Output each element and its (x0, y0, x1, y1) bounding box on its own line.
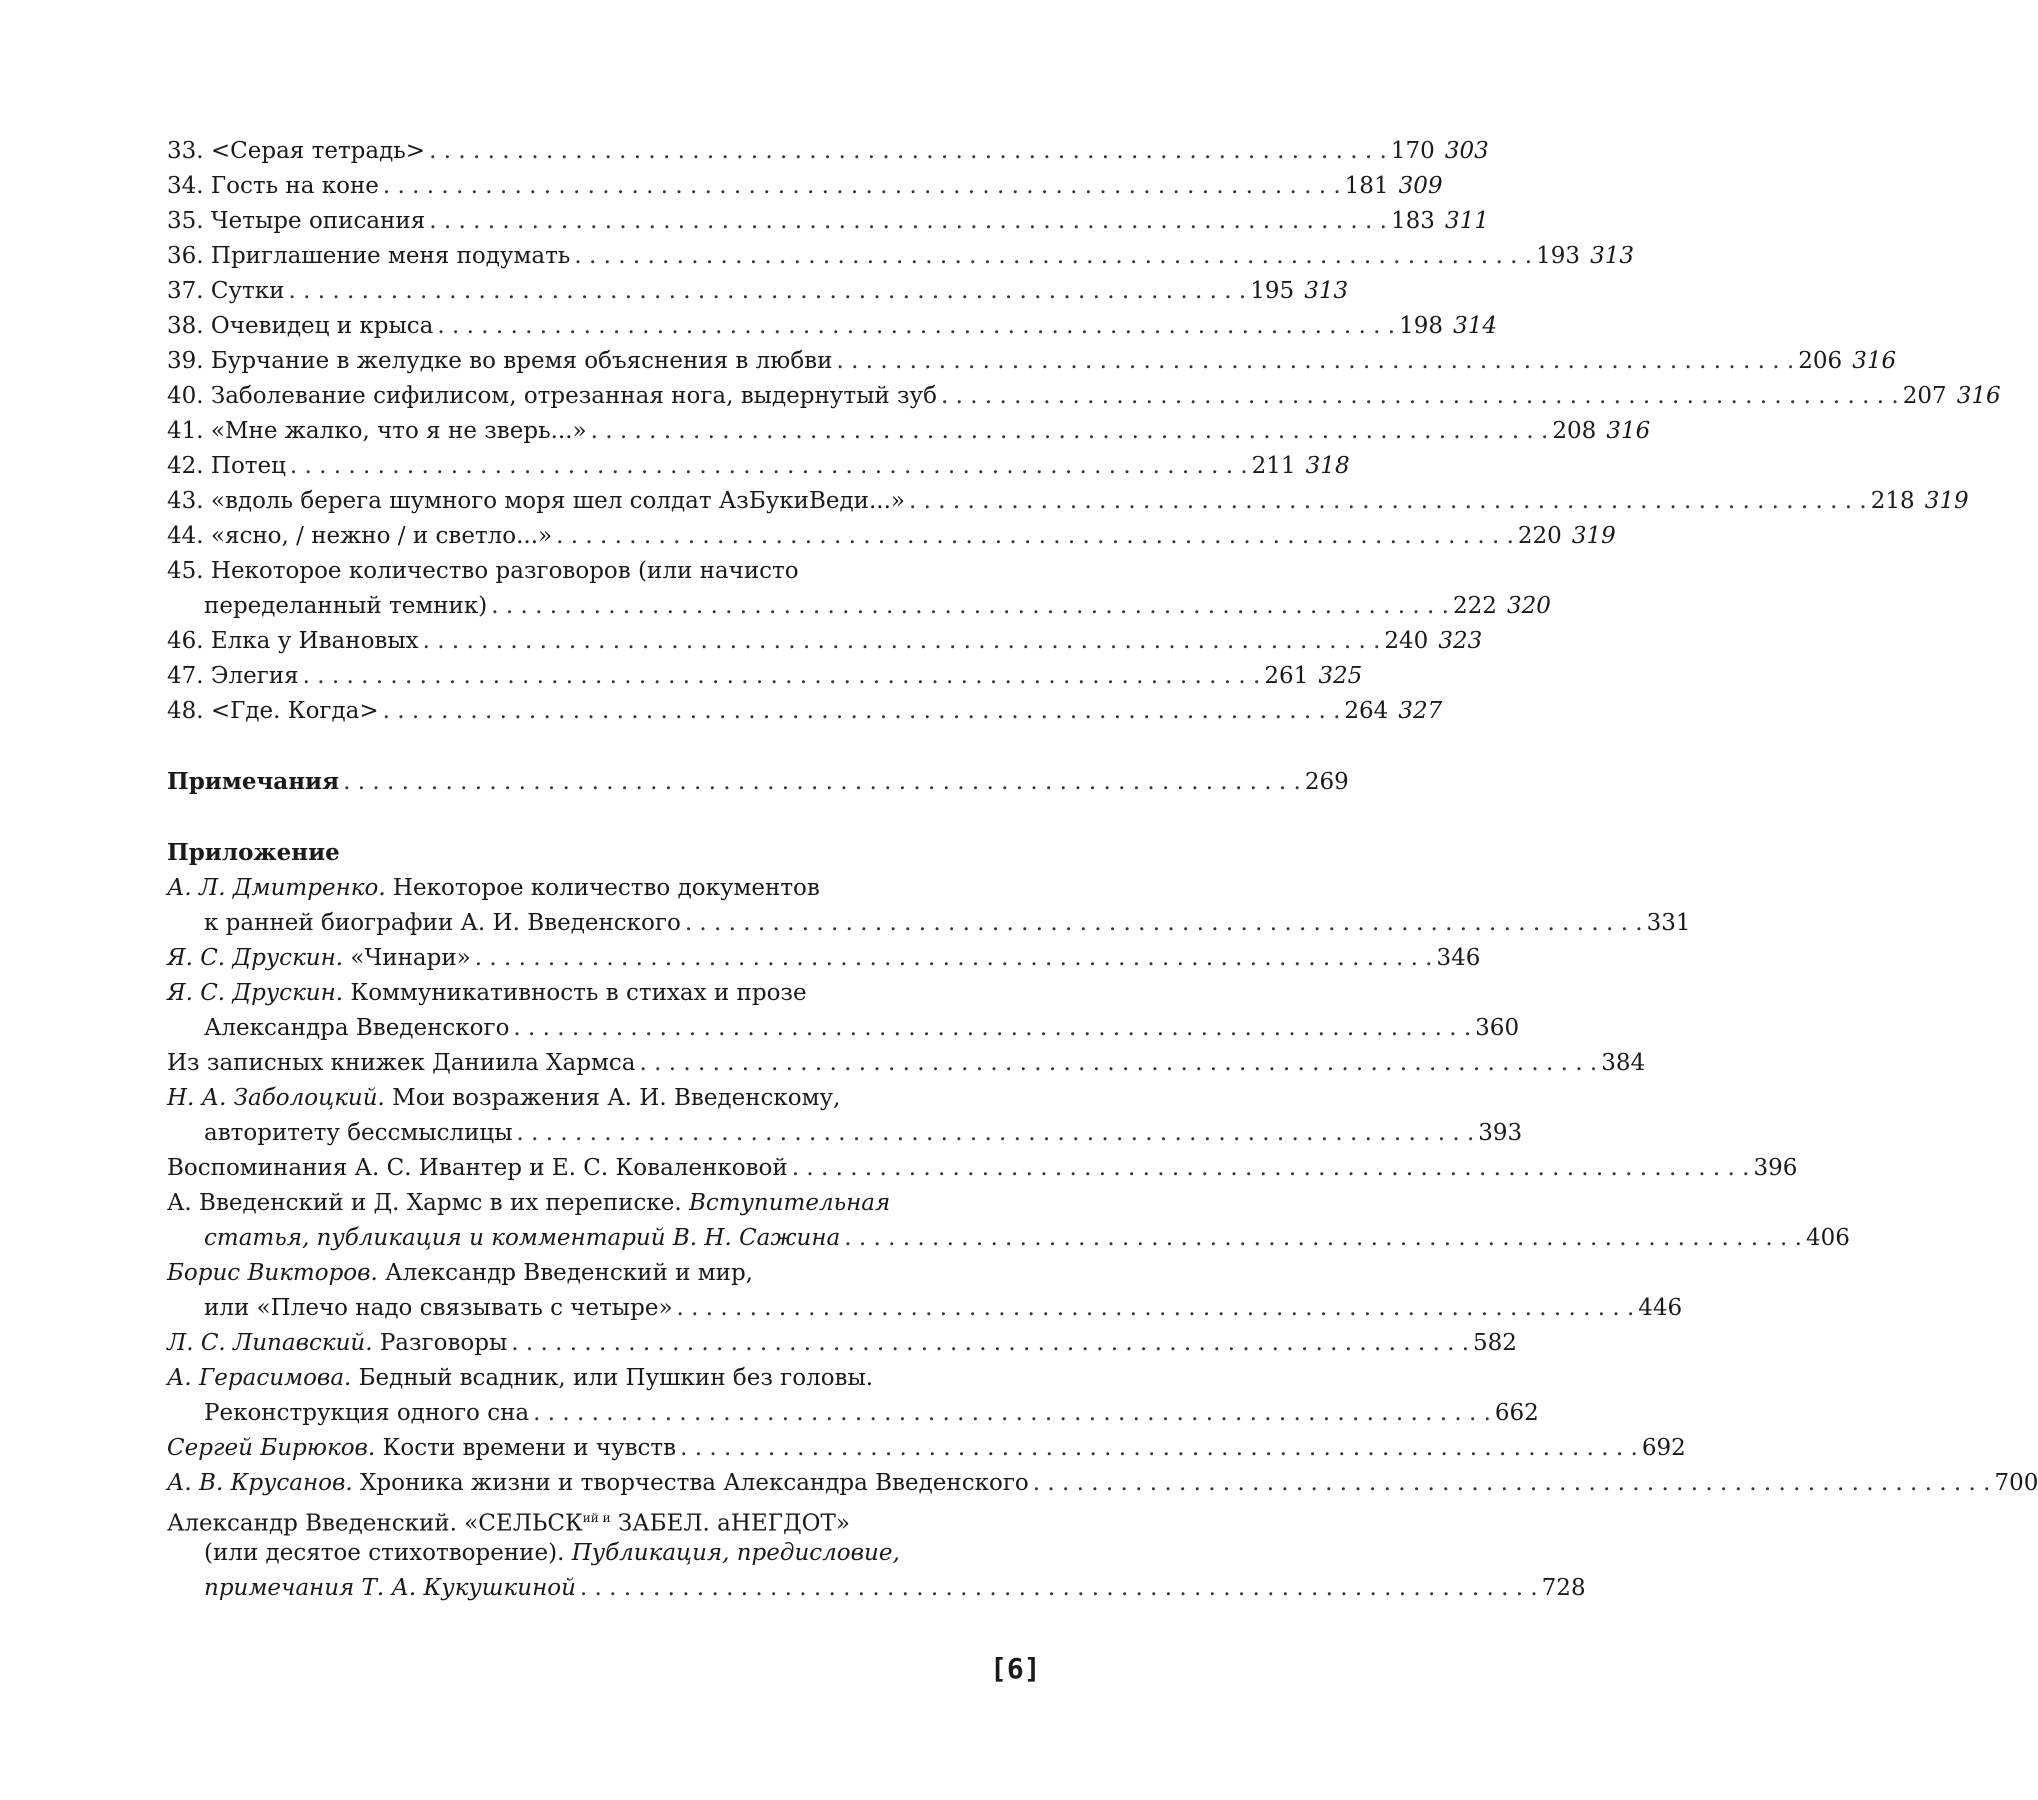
toc-entry (167, 344, 1032, 378)
leader-dots (517, 1116, 1475, 1150)
toc-page: 207 (1903, 379, 1947, 413)
title: Мои возражения А. И. Введенскому, (385, 1085, 841, 1111)
leader-dots (423, 624, 1381, 658)
toc-entry (167, 309, 1032, 343)
author: А. В. Крусанов. (167, 1470, 353, 1496)
appendix-entry-12 (167, 1466, 1032, 1500)
appendix-entry-10-line1 (167, 1361, 873, 1395)
toc-entry-label: 37. Сутки (167, 274, 284, 308)
toc-entry (167, 519, 1032, 553)
leader-dots (511, 1326, 1469, 1360)
author: Борис Викторов. (167, 1260, 378, 1286)
toc-entry-label: 33. <Серая тетрадь> (167, 134, 425, 168)
toc-entry (167, 379, 1032, 413)
leader-dots (639, 1046, 1597, 1080)
page: 582 (1473, 1326, 1517, 1360)
toc-notes-page: 318 (1296, 449, 1350, 483)
toc-page: 181 (1345, 169, 1389, 203)
toc-entry-label: 46. Елка у Ивановых (167, 624, 419, 658)
page: 700 (1994, 1466, 2038, 1500)
title: Александр Введенский и мир, (378, 1260, 753, 1286)
toc-page: 240 (1384, 624, 1428, 658)
appendix-entry-1-line1 (167, 871, 820, 905)
leader-dots (556, 519, 1514, 553)
toc-notes-page: 316 (1947, 379, 2001, 413)
leader-dots (533, 1396, 1491, 1430)
toc-entry-label: 35. Четыре описания (167, 204, 425, 238)
toc-entry-45 (204, 589, 1032, 623)
toc-entry (167, 414, 1032, 448)
toc-notes-page: 314 (1443, 309, 1497, 343)
toc-entry-45-line1: 45. Некоторое количество разговоров (или начисто (167, 554, 799, 588)
title: Хроника жизни и творчества Александра Введенского (353, 1470, 1029, 1496)
toc-entry (167, 274, 1032, 308)
toc-entry-label: 40. Заболевание сифилисом, отрезанная нога, выдернутый зуб (167, 379, 937, 413)
toc-page: 222 (1453, 589, 1497, 623)
leader-dots (574, 239, 1532, 273)
author: Я. С. Друскин. (167, 980, 343, 1006)
toc-entry-label: переделанный темник) (204, 589, 487, 623)
toc-entry-label: 43. «вдоль берега шумного моря шел солдат АзБукиВеди...» (167, 484, 905, 518)
toc-entry (167, 204, 1032, 238)
toc-entry-label: 42. Потец (167, 449, 286, 483)
toc-entry (167, 239, 1032, 273)
leader-dots (1033, 1466, 1991, 1500)
toc-entry (167, 484, 1032, 518)
toc-notes-page: 311 (1435, 204, 1489, 238)
toc-page: 183 (1391, 204, 1435, 238)
page: 446 (1638, 1291, 1682, 1325)
toc-page: 170 (1391, 134, 1435, 168)
page: 692 (1642, 1431, 1686, 1465)
appendix-entry-3-line1 (167, 976, 807, 1010)
superscript: ий и (583, 1511, 611, 1525)
author: Н. А. Заболоцкий. (167, 1085, 385, 1111)
appendix-entry-13 (204, 1571, 1032, 1605)
entry-label (167, 1466, 1029, 1500)
leader-dots (941, 379, 1899, 413)
appendix-entry-13-line1 (167, 1501, 850, 1541)
title: ЗАБЕЛ. аНЕГДОТ» (611, 1511, 850, 1537)
appendix-entry-8-line1 (167, 1256, 753, 1290)
title: Разговоры (373, 1330, 508, 1356)
toc-page: 208 (1552, 414, 1596, 448)
appendix-entry-1 (204, 906, 1032, 940)
subtitle: статья, публикация и комментарий В. Н. Сажина (204, 1221, 840, 1255)
appendix-entry-2 (167, 941, 1032, 975)
toc-notes-page: 316 (1596, 414, 1650, 448)
toc-entry-label: 47. Элегия (167, 659, 299, 693)
author: Сергей Бирюков. (167, 1435, 375, 1461)
leader-dots (383, 694, 1341, 728)
toc-page: 218 (1871, 484, 1915, 518)
page: 384 (1601, 1046, 1645, 1080)
toc-notes-page: 313 (1294, 274, 1348, 308)
toc-notes-page: 319 (1562, 519, 1616, 553)
toc-notes-page: 303 (1435, 134, 1489, 168)
toc-page: 264 (1344, 694, 1388, 728)
toc-page: 198 (1399, 309, 1443, 343)
leader-dots (909, 484, 1867, 518)
page-number: [6] (990, 1652, 1041, 1686)
page: 728 (1542, 1571, 1586, 1605)
title: к ранней биографии А. И. Введенского (204, 906, 681, 940)
leader-dots (591, 414, 1549, 448)
notes-page: 269 (1305, 765, 1349, 799)
toc-entry (167, 659, 1032, 693)
author: Я. С. Друскин. (167, 945, 343, 971)
title: или «Плечо надо связывать с четыре» (204, 1291, 673, 1325)
subtitle: Публикация, предисловие, (572, 1540, 900, 1566)
leader-dots (429, 134, 1387, 168)
toc-page: 193 (1536, 239, 1580, 273)
document-page (0, 0, 1200, 1800)
notes-title: Примечания (167, 765, 339, 799)
author: А. Л. Дмитренко. (167, 875, 386, 901)
title: Александр Введенский. «СЕЛЬСК (167, 1511, 583, 1537)
leader-dots (513, 1011, 1471, 1045)
leader-dots (677, 1291, 1635, 1325)
author: А. Герасимова. (167, 1365, 351, 1391)
page: 360 (1475, 1011, 1519, 1045)
toc-entry-label: 39. Бурчание в желудке во время объяснения в любви (167, 344, 832, 378)
toc-entry (167, 134, 1032, 168)
appendix-entry-6 (167, 1151, 1032, 1185)
title: Некоторое количество документов (386, 875, 820, 901)
title: Коммуникативность в стихах и прозе (343, 980, 807, 1006)
toc-page: 211 (1252, 449, 1296, 483)
leader-dots (792, 1151, 1750, 1185)
leader-dots (437, 309, 1395, 343)
toc-page: 220 (1518, 519, 1562, 553)
toc-page: 195 (1250, 274, 1294, 308)
entry-label (167, 1326, 507, 1360)
entry-label (167, 1431, 676, 1465)
subtitle: примечания Т. А. Кукушкиной (204, 1571, 576, 1605)
title: Реконструкция одного сна (204, 1396, 529, 1430)
toc-notes-page: 327 (1388, 694, 1442, 728)
notes-entry (167, 765, 1032, 799)
appendix-entry-9 (167, 1326, 1032, 1360)
leader-dots (685, 906, 1643, 940)
appendix-entry-13-line2 (204, 1536, 1032, 1570)
page: 393 (1478, 1116, 1522, 1150)
title: Бедный всадник, или Пушкин без головы. (351, 1365, 873, 1391)
toc-notes-page: 316 (1842, 344, 1896, 378)
title: «Чинари» (343, 945, 471, 971)
page: 331 (1647, 906, 1691, 940)
toc-notes-page: 323 (1428, 624, 1482, 658)
leader-dots (475, 941, 1433, 975)
appendix-entry-4 (167, 1046, 1032, 1080)
leader-dots (429, 204, 1387, 238)
appendix-entry-7 (204, 1221, 1032, 1255)
title: (или десятое стихотворение). (204, 1540, 572, 1566)
toc-page: 206 (1798, 344, 1842, 378)
toc-entry-label: 36. Приглашение меня подумать (167, 239, 570, 273)
toc-entry (167, 624, 1032, 658)
toc-entry (167, 169, 1032, 203)
leader-dots (844, 1221, 1802, 1255)
subtitle: Вступительная (689, 1190, 890, 1216)
toc-entry-label: 48. <Где. Когда> (167, 694, 379, 728)
title: Из записных книжек Даниила Хармса (167, 1046, 635, 1080)
appendix-entry-5-line1 (167, 1081, 840, 1115)
toc-notes-page: 320 (1497, 589, 1551, 623)
toc-entry (167, 449, 1032, 483)
appendix-entry-10 (204, 1396, 1032, 1430)
toc-notes-page: 319 (1915, 484, 1969, 518)
leader-dots (680, 1431, 1638, 1465)
appendix-entry-5 (204, 1116, 1032, 1150)
toc-entry-label: 44. «ясно, / нежно / и светло...» (167, 519, 552, 553)
appendix-entry-7-line1 (167, 1186, 890, 1220)
toc-page: 261 (1264, 659, 1308, 693)
toc-entry (167, 694, 1032, 728)
title: А. Введенский и Д. Хармс в их переписке. (167, 1190, 689, 1216)
appendix-heading: Приложение (167, 836, 340, 870)
appendix-entry-11 (167, 1431, 1032, 1465)
leader-dots (303, 659, 1261, 693)
title: авторитету бессмыслицы (204, 1116, 513, 1150)
toc-entry-label: 34. Гость на коне (167, 169, 379, 203)
leader-dots (343, 765, 1301, 799)
page: 406 (1806, 1221, 1850, 1255)
leader-dots (491, 589, 1449, 623)
toc-notes-page: 313 (1580, 239, 1634, 273)
title: Кости времени и чувств (375, 1435, 676, 1461)
toc-notes-page: 309 (1389, 169, 1443, 203)
title: Воспоминания А. С. Ивантер и Е. С. Коваленковой (167, 1151, 788, 1185)
leader-dots (580, 1571, 1538, 1605)
toc-notes-page: 325 (1308, 659, 1362, 693)
leader-dots (383, 169, 1341, 203)
leader-dots (836, 344, 1794, 378)
leader-dots (288, 274, 1246, 308)
page: 346 (1437, 941, 1481, 975)
page: 396 (1753, 1151, 1797, 1185)
entry-label (167, 941, 471, 975)
toc-entry-label: 41. «Мне жалко, что я не зверь...» (167, 414, 587, 448)
appendix-entry-3 (204, 1011, 1032, 1045)
leader-dots (290, 449, 1248, 483)
appendix-entry-8 (204, 1291, 1032, 1325)
toc-entry-label: 38. Очевидец и крыса (167, 309, 433, 343)
page: 662 (1495, 1396, 1539, 1430)
title: Александра Введенского (204, 1011, 509, 1045)
author: Л. С. Липавский. (167, 1330, 373, 1356)
